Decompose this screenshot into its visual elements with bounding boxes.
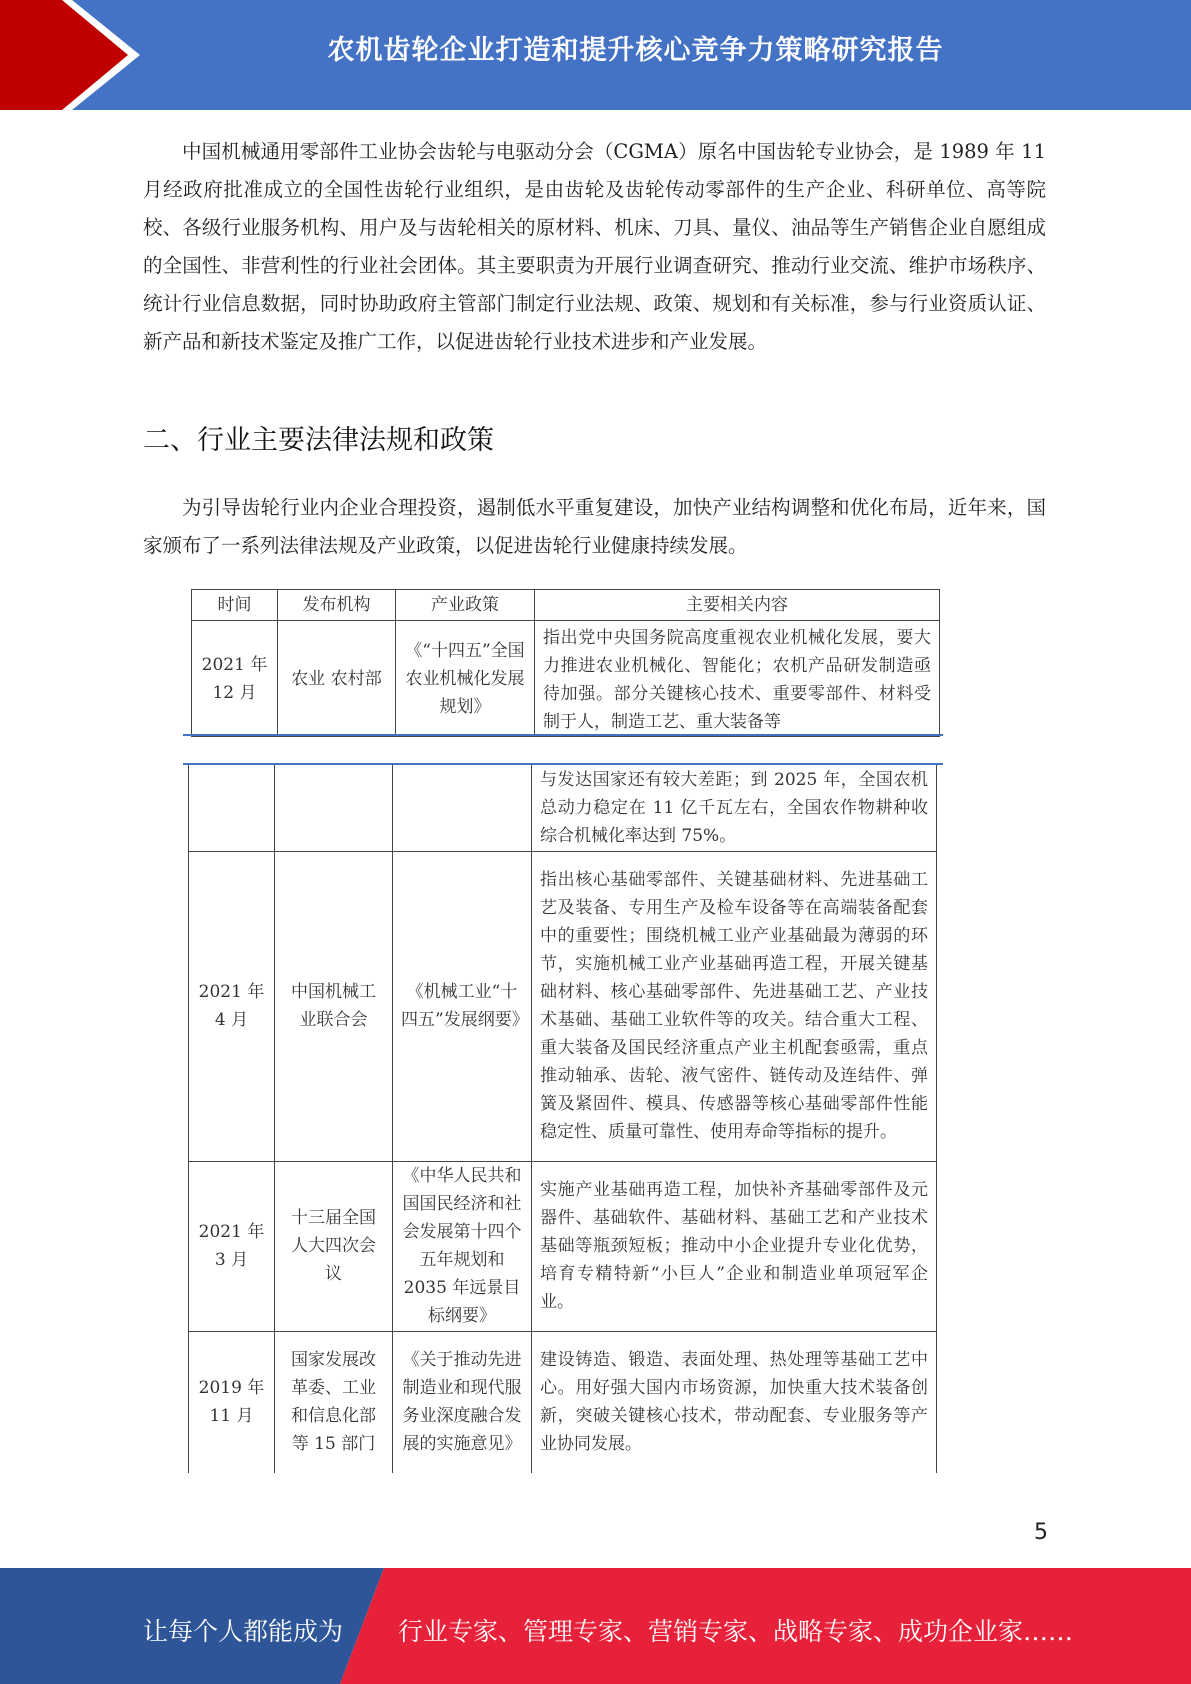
- page-header: [0, 0, 1191, 110]
- cell-org: 农业 农村部: [278, 621, 396, 737]
- cell-time: 2019 年 11 月: [189, 1331, 275, 1473]
- cell-time: 2021 年 12 月: [192, 621, 278, 737]
- header-time: 时间: [192, 590, 278, 621]
- table-row: [189, 765, 937, 851]
- page-number: 5: [1034, 1520, 1048, 1545]
- section-paragraph: 为引导齿轮行业内企业合理投资，遏制低水平重复建设，加快产业结构调整和优化布局，近年来，国家颁布了一系列法律法规及产业政策，以促进齿轮行业健康持续发展。: [143, 496, 1046, 557]
- table-row: [189, 1331, 937, 1473]
- policy-table-part1: [191, 589, 940, 737]
- table-row: [192, 621, 940, 737]
- header-content: 主要相关内容: [535, 590, 940, 621]
- intro-paragraph: 中国机械通用零部件工业协会齿轮与电驱动分会（CGMA）原名中国齿轮专业协会，是 1989 年 11 月经政府批准成立的全国性齿轮行业组织，是由齿轮及齿轮传动零部件的生产企业、科研单位、高等院校、各级行业服务机构、用户及与齿轮相关的原材料、机床、刀具、量仪、油品等生产销售企业自愿组成的全国性、非营利性的行业社会团体。其主要职责为开展行业调查研究、推动行业交流、维护市场秩序、统计行业信息数据，同时协助政府主管部门制定行业法规、政策、规划和有关标准，参与行业资质认证、新产品和新技术鉴定及推广工作，以促进齿轮行业技术进步和产业发展。: [143, 140, 1046, 353]
- cell-org: 国家发展改革委、工业和信息化部等 15 部门: [275, 1331, 393, 1473]
- cell-content-continued: 与发达国家还有较大差距；到 2025 年，全国农机总动力稳定在 11 亿千瓦左右，全国农作物耕种收综合机械化率达到 75%。: [532, 765, 937, 851]
- footer-slogan-left: 让每个人都能成为: [143, 1617, 344, 1646]
- cell-policy: 《中华人民共和国国民经济和社会发展第十四个五年规划和 2035 年远景目标纲要》: [393, 1161, 532, 1331]
- cell-content: 指出核心基础零部件、关键基础材料、先进基础工艺及装备、专用生产及检车设备等在高端装备配套中的重要性；围绕机械工业产业基础最为薄弱的环节，实施机械工业产业基础再造工程，开展关键基础材料、核心基础零部件、先进基础工艺、产业技术基础、基础工业软件等的攻关。结合重大工程、重大装备及国民经济重点产业主机配套亟需，重点推动轴承、齿轮、液气密件、链传动及连结件、弹簧及紧固件、模具、传感器等核心基础零部件性能稳定性、质量可靠性、使用寿命等指标的提升。: [532, 851, 937, 1161]
- cell-policy: 《关于推动先进制造业和现代服务业深度融合发展的实施意见》: [393, 1331, 532, 1473]
- cell-time: 2021 年 3 月: [189, 1161, 275, 1331]
- cell-policy: 《机械工业“十四五”发展纲要》: [393, 851, 532, 1161]
- footer-slogan-right: 行业专家、管理专家、营销专家、战略专家、成功企业家……: [398, 1617, 1074, 1646]
- report-title: 农机齿轮企业打造和提升核心竞争力策略研究报告: [327, 35, 944, 66]
- table-row: [189, 1161, 937, 1331]
- cell-policy: 《“十四五”全国农业机械化发展规划》: [396, 621, 535, 737]
- table-row: [189, 851, 937, 1161]
- cell-content: 建设铸造、锻造、表面处理、热处理等基础工艺中心。用好强大国内市场资源，加快重大技术装备创新，突破关键核心技术，带动配套、专业服务等产业协同发展。: [532, 1331, 937, 1473]
- header-policy: 产业政策: [396, 590, 535, 621]
- cell-org: 中国机械工业联合会: [275, 851, 393, 1161]
- table-header-row: [192, 590, 940, 621]
- section-heading: 二、行业主要法律法规和政策: [143, 425, 494, 456]
- cell-content: 指出党中央国务院高度重视农业机械化发展，要大力推进农业机械化、智能化；农机产品研发制造亟待加强。部分关键核心技术、重要零部件、材料受制于人，制造工艺、重大装备等: [535, 621, 940, 737]
- cell-org: 十三届全国人大四次会议: [275, 1161, 393, 1331]
- header-org: 发布机构: [278, 590, 396, 621]
- table-break-rule-top: [183, 734, 943, 736]
- cell-time: 2021 年 4 月: [189, 851, 275, 1161]
- cell-content: 实施产业基础再造工程，加快补齐基础零部件及元器件、基础软件、基础材料、基础工艺和产业技术基础等瓶颈短板；推动中小企业提升专业化优势，培育专精特新“小巨人”企业和制造业单项冠军企业。: [532, 1161, 937, 1331]
- page-footer: [0, 1568, 1191, 1684]
- policy-table-part2: [188, 765, 937, 1473]
- header-arrow-icon: [0, 0, 160, 110]
